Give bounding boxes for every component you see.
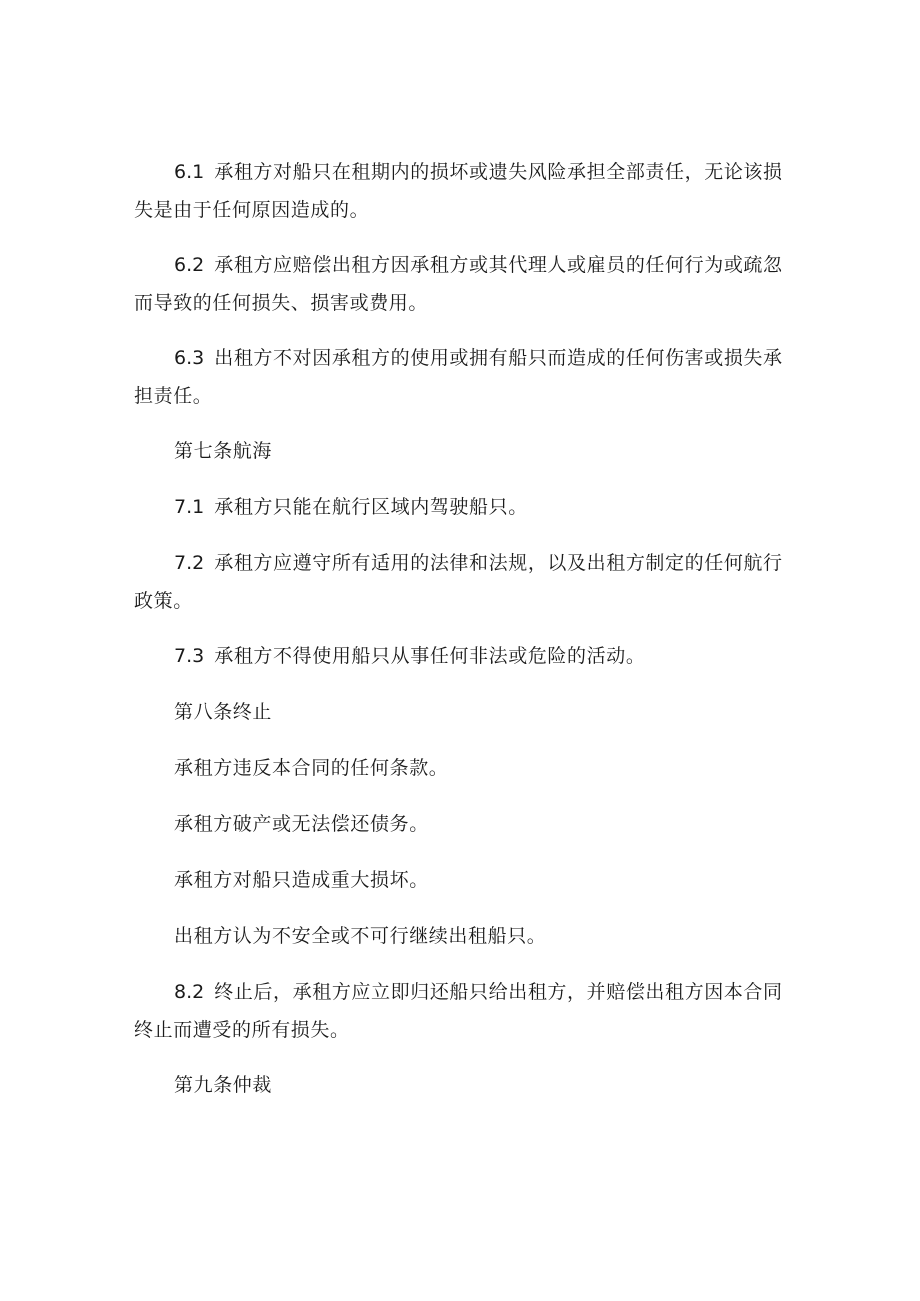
clause-text: 承租方应赔偿出租方因承租方或其代理人或雇员的任何行为或疏忽而导致的任何损失、损害或费用。 xyxy=(134,254,783,314)
clause-text: 承租方不得使用船只从事任何非法或危险的活动。 xyxy=(214,645,646,667)
clause-7-1 xyxy=(134,488,784,526)
clause-text: 终止后，承租方应立即归还船只给出租方，并赔偿出租方因本合同终止而遭受的所有损失。 xyxy=(134,981,783,1041)
clause-number: 8.2 xyxy=(174,981,205,1003)
termination-item-b: 承租方破产或无法偿还债务。 xyxy=(174,813,429,835)
clause-number: 6.2 xyxy=(174,254,205,276)
clause-text: 承租方对船只在租期内的损坏或遗失风险承担全部责任，无论该损失是由于任何原因造成的。 xyxy=(134,161,783,221)
clause-7-2 xyxy=(134,544,784,620)
termination-item-d: 出租方认为不安全或不可行继续出租船只。 xyxy=(174,925,547,947)
clause-number: 7.1 xyxy=(174,496,205,518)
section-heading-7: 第七条航海 xyxy=(174,440,273,462)
section-heading-9: 第九条仲裁 xyxy=(174,1074,273,1096)
section-heading-8: 第八条终止 xyxy=(174,701,273,723)
clause-6-2 xyxy=(134,246,784,322)
clause-number: 6.1 xyxy=(174,161,205,183)
clause-6-1 xyxy=(134,153,784,229)
document-body xyxy=(134,153,784,1122)
clause-number: 7.2 xyxy=(174,552,205,574)
termination-item-c: 承租方对船只造成重大损坏。 xyxy=(174,869,429,891)
termination-item-a: 承租方违反本合同的任何条款。 xyxy=(174,757,449,779)
clause-number: 7.3 xyxy=(174,645,205,667)
clause-text: 承租方只能在航行区域内驾驶船只。 xyxy=(214,496,528,518)
clause-text: 承租方应遵守所有适用的法律和法规，以及出租方制定的任何航行政策。 xyxy=(134,552,783,612)
clause-number: 6.3 xyxy=(174,347,205,369)
clause-text: 出租方不对因承租方的使用或拥有船只而造成的任何伤害或损失承担责任。 xyxy=(134,347,783,407)
clause-7-3 xyxy=(134,637,784,675)
clause-6-3 xyxy=(134,339,784,415)
clause-8-2 xyxy=(134,973,784,1049)
